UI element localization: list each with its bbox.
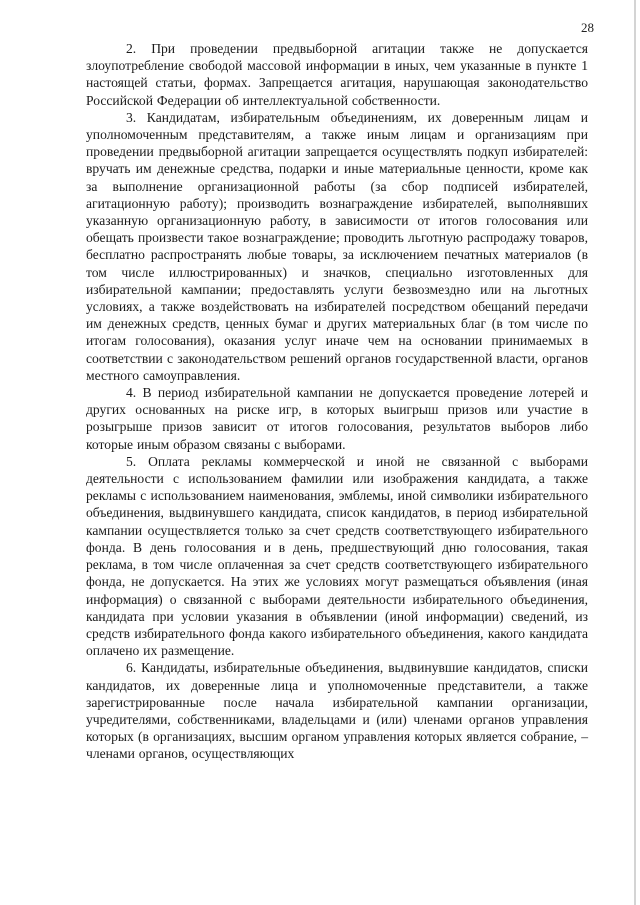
paragraph-6: 6. Кандидаты, избирательные объединения, выдвинувшие кандидатов, списки кандидатов, их доверенные лица и уполномоченные представители, а также зарегистрированные после начала избирательной кампании организации, учредителями, собственниками, владельцами и (или) членами органов управления которых (в организациях, высшим органом управления которых является собрание, – членами органов, осуществляющих <box>86 660 588 762</box>
page-number: 28 <box>581 20 594 35</box>
document-body <box>86 40 588 763</box>
paragraph-2: 2. При проведении предвыборной агитации также не допускается злоупотребление свободой массовой информации в иных, чем указанные в пункте 1 настоящей статьи, формах. Запрещается агитация, нарушающая законодательство Российской Федерации об интеллектуальной собственности. <box>86 41 588 108</box>
paragraph-3: 3. Кандидатам, избирательным объединениям, их доверенным лицам и уполномоченным представителям, а также иным лицам и организациям при проведении предвыборной агитации запрещается осуществлять подкуп избирателей: вручать им денежные средства, подарки и иные материальные ценности, кроме как за выполнение организационной работы (за сбор подписей избирателей, агитационную работу); производить вознаграждение избирателей, выполнявших указанную организационную работу, в зависимости от итогов голосования или обещать произвести такое вознаграждение; проводить льготную распродажу товаров, бесплатно распространять любые товары, за исключением печатных материалов (в том числе иллюстрированных) и значков, специально изготовленных для избирательной кампании; предоставлять услуги безвозмездно или на льготных условиях, а также воздействовать на избирателей посредством обещаний передачи им денежных средств, ценных бумаг и других материальных благ (в том числе по итогам голосования), оказания услуг иначе чем на основании принимаемых в соответствии с законодательством решений органов государственной власти, органов местного самоуправления. <box>86 109 588 383</box>
paragraph-5: 5. Оплата рекламы коммерческой и иной не связанной с выборами деятельности с использованием фамилии или изображения кандидата, а также рекламы с использованием наименования, эмблемы, иной символики избирательного объединения, выдвинувшего кандидата, список кандидатов, в период избирательной кампании осуществляется только за счет средств соответствующего избирательного фонда. В день голосования и в день, предшествующий дню голосования, такая реклама, в том числе оплаченная за счет средств соответствующего избирательного фонда, не допускается. На этих же условиях могут размещаться объявления (иная информация) о связанной с выборами деятельности избирательного объединения, кандидата при условии указания в объявлении (иной информации) сведений, из средств избирательного фонда какого избирательного объединения, какого кандидата оплачено их размещение. <box>86 453 588 659</box>
paragraph-4: 4. В период избирательной кампании не допускается проведение лотерей и других основанных на риске игр, в которых выигрыш призов или участие в розыгрыше призов зависит от итогов голосования, результатов выборов либо которые иным образом связаны с выборами. <box>86 385 588 452</box>
scan-edge-line <box>634 0 636 905</box>
